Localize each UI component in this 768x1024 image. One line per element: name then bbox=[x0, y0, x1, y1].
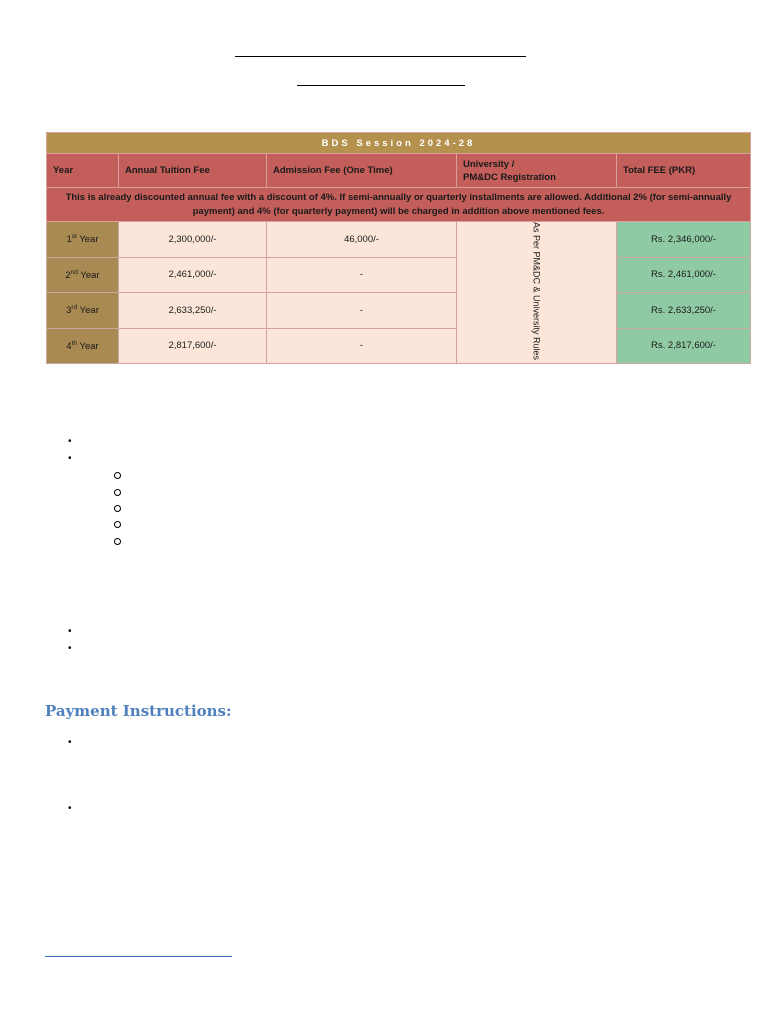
header-total: Total FEE (PKR) bbox=[617, 154, 751, 188]
tuition-cell: 2,817,600/- bbox=[119, 328, 267, 364]
table-row bbox=[47, 293, 751, 329]
total-cell: Rs. 2,817,600/- bbox=[617, 328, 751, 364]
bullet-marker: • bbox=[68, 737, 72, 748]
footnote-separator bbox=[45, 956, 232, 957]
admission-cell: - bbox=[267, 328, 457, 364]
table-row bbox=[47, 257, 751, 293]
bullet-marker: • bbox=[68, 453, 72, 464]
discount-note: This is already discounted annual fee with a discount of 4%. If semi-annually or quarterly installments are allowed. Additional 2% (for semi-annually payment) and 4% (for quarterly payment) will be charged in addition above mentioned fees. bbox=[47, 188, 751, 222]
sub-bullet-marker bbox=[114, 521, 121, 528]
header-tuition: Annual Tuition Fee bbox=[119, 154, 267, 188]
year-cell: 4th Year bbox=[47, 328, 119, 364]
header-university: University / PM&DC Registration bbox=[457, 154, 617, 188]
session-row bbox=[47, 133, 751, 154]
bullet-marker: • bbox=[68, 626, 72, 637]
tuition-cell: 2,300,000/- bbox=[119, 222, 267, 258]
header-row bbox=[47, 154, 751, 188]
university-registration-text: As Per PM&DC & University Rules bbox=[531, 222, 542, 361]
table-row bbox=[47, 222, 751, 258]
header-admission: Admission Fee (One Time) bbox=[267, 154, 457, 188]
table-row bbox=[47, 328, 751, 364]
sub-bullet-marker bbox=[114, 538, 121, 545]
sub-bullet-marker bbox=[114, 489, 121, 496]
admission-cell: - bbox=[267, 257, 457, 293]
note-row bbox=[47, 188, 751, 222]
header-year: Year bbox=[47, 154, 119, 188]
bullet-marker: • bbox=[68, 803, 72, 814]
title-underline bbox=[235, 56, 526, 57]
bullet-marker: • bbox=[68, 643, 72, 654]
admission-cell: 46,000/- bbox=[267, 222, 457, 258]
total-cell: Rs. 2,346,000/- bbox=[617, 222, 751, 258]
fee-table bbox=[46, 132, 751, 364]
total-cell: Rs. 2,461,000/- bbox=[617, 257, 751, 293]
session-title: BDS Session 2024-28 bbox=[47, 133, 751, 154]
sub-bullet-marker bbox=[114, 472, 121, 479]
year-cell: 2nd Year bbox=[47, 257, 119, 293]
payment-instructions-heading: Payment Instructions: bbox=[45, 702, 232, 720]
tuition-cell: 2,461,000/- bbox=[119, 257, 267, 293]
year-cell: 3rd Year bbox=[47, 293, 119, 329]
bullet-marker: • bbox=[68, 436, 72, 447]
admission-cell: - bbox=[267, 293, 457, 329]
sub-bullet-marker bbox=[114, 505, 121, 512]
subtitle-underline bbox=[297, 85, 465, 86]
year-cell: 1st Year bbox=[47, 222, 119, 258]
tuition-cell: 2,633,250/- bbox=[119, 293, 267, 329]
university-registration-cell bbox=[457, 222, 617, 364]
total-cell: Rs. 2,633,250/- bbox=[617, 293, 751, 329]
